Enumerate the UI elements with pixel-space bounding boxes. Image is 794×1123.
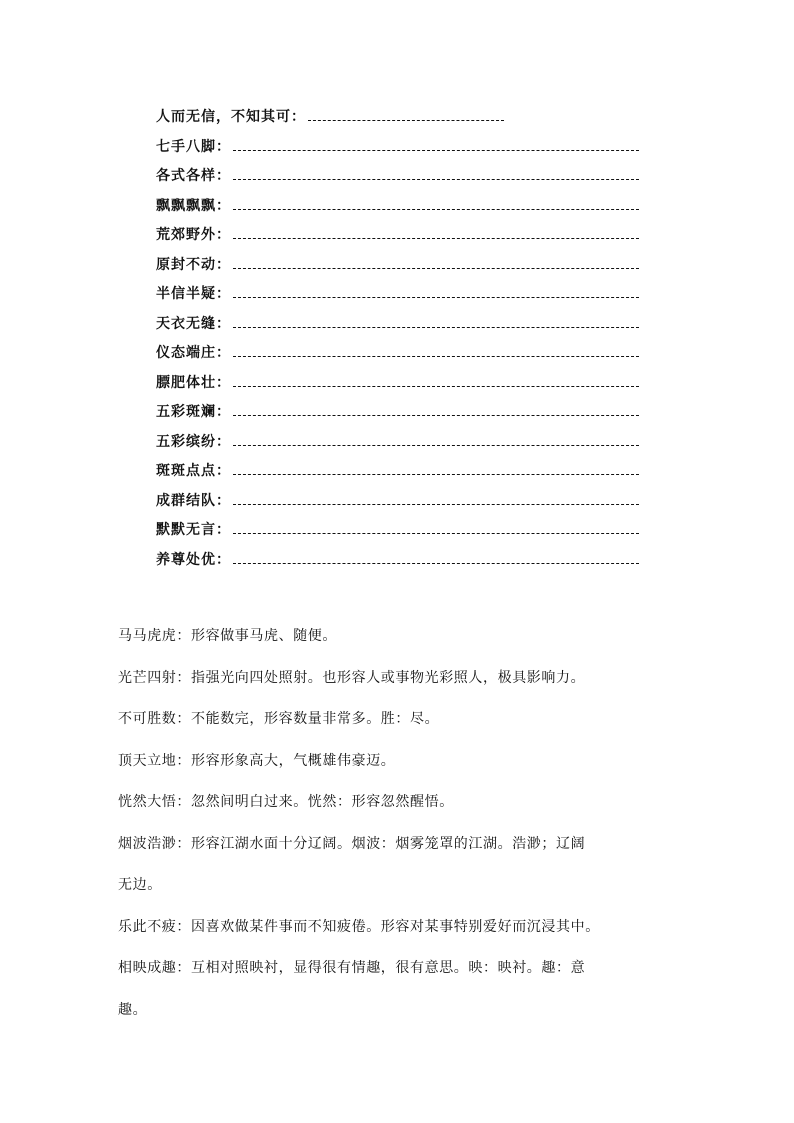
answer-blank[interactable] (233, 547, 639, 564)
answer-blank[interactable] (233, 222, 639, 239)
answer-blank[interactable] (233, 281, 639, 298)
definition-line: 趣。 (118, 1001, 148, 1018)
exercise-row (156, 251, 639, 281)
exercise-term: 天衣无缝： (156, 315, 231, 332)
exercise-row (156, 457, 639, 487)
answer-blank[interactable] (233, 429, 639, 446)
exercise-term: 五彩斑斓： (156, 404, 231, 420)
definition-line: 光芒四射：指强光向四处照射。也形容人或事物光彩照人，极具影响力。 (118, 669, 586, 686)
answer-blank[interactable] (233, 340, 639, 357)
definition-line: 无边。 (118, 877, 162, 893)
definition-line: 马马虎虎：形容做事马虎、随便。 (118, 628, 337, 644)
exercise-row (156, 339, 639, 369)
answer-blank[interactable] (233, 488, 639, 505)
exercise-row (156, 516, 639, 546)
fill-in-exercise-list (156, 103, 639, 575)
definition-line: 恍然大悟：忽然间明白过来。恍然：形容忽然醒悟。 (118, 794, 454, 810)
definition-line: 乐此不疲：因喜欢做某件事而不知疲倦。形容对某事特别爱好而沉浸其中。 (118, 918, 600, 935)
exercise-term: 膘肥体壮： (156, 374, 231, 391)
exercise-term: 荒郊野外： (156, 227, 231, 243)
exercise-row (156, 428, 639, 458)
exercise-term: 飘飘飘飘： (156, 197, 231, 214)
exercise-term: 养尊处优： (156, 551, 231, 568)
exercise-term: 人而无信，不知其可： (156, 109, 306, 125)
answer-blank[interactable] (233, 252, 639, 269)
answer-blank[interactable] (233, 399, 639, 416)
exercise-term: 仪态端庄： (156, 345, 231, 361)
exercise-term: 原封不动： (156, 256, 231, 273)
exercise-term: 默默无言： (156, 522, 231, 538)
answer-blank[interactable] (233, 193, 639, 210)
exercise-row (156, 310, 639, 340)
exercise-row (156, 221, 639, 251)
definition-line: 顶天立地：形容形象高大，气概雄伟豪迈。 (118, 752, 396, 769)
answer-blank[interactable] (233, 370, 639, 387)
answer-blank[interactable] (233, 458, 639, 475)
answer-blank[interactable] (233, 517, 639, 534)
exercise-row (156, 103, 639, 133)
exercise-row (156, 133, 639, 163)
definition-line: 烟波浩渺：形容江湖水面十分辽阔。烟波：烟雾笼罩的江湖。浩渺；辽阔 (118, 835, 586, 852)
exercise-row (156, 162, 639, 192)
definition-line: 不可胜数：不能数完，形容数量非常多。胜：尽。 (118, 711, 440, 727)
exercise-term: 斑斑点点： (156, 463, 231, 479)
exercise-row (156, 398, 639, 428)
exercise-term: 七手八脚： (156, 138, 231, 155)
exercise-row (156, 369, 639, 399)
exercise-row (156, 192, 639, 222)
answer-blank[interactable] (233, 163, 639, 180)
exercise-term: 半信半疑： (156, 286, 231, 302)
exercise-term: 成群结队： (156, 492, 231, 509)
exercise-term: 五彩缤纷： (156, 433, 231, 450)
exercise-row (156, 487, 639, 517)
exercise-term: 各式各样： (156, 168, 231, 184)
answer-blank[interactable] (308, 104, 504, 121)
exercise-row (156, 280, 639, 310)
answer-blank[interactable] (233, 134, 639, 151)
definition-line: 相映成趣：互相对照映衬，显得很有情趣，很有意思。映：映衬。趣：意 (118, 960, 586, 976)
exercise-row (156, 546, 639, 576)
idiom-definitions (118, 622, 678, 1025)
answer-blank[interactable] (233, 311, 639, 328)
